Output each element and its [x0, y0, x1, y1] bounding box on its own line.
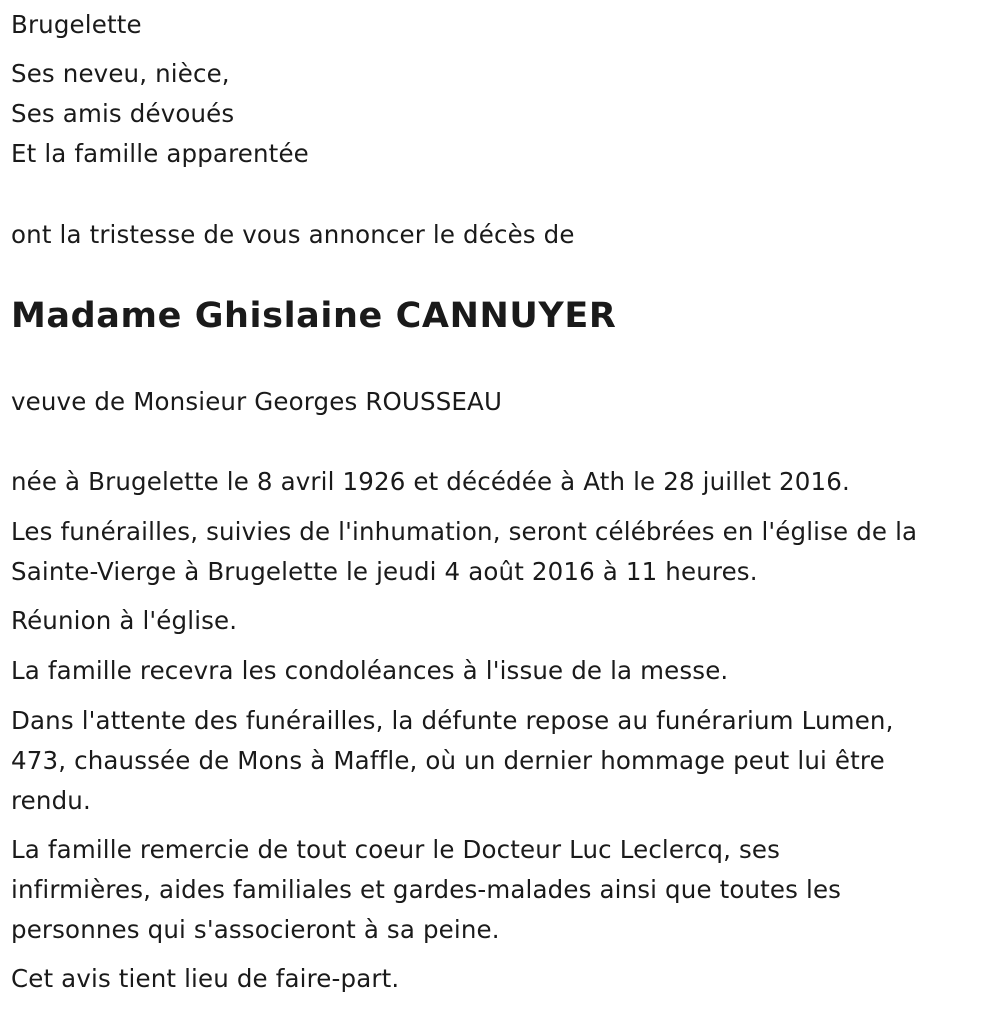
- location-line: Brugelette: [11, 10, 142, 39]
- birth-death-line: née à Brugelette le 8 avril 1926 et décédée à Ath le 28 juillet 2016.: [11, 467, 850, 496]
- repose-line-1: Dans l'attente des funérailles, la défunte repose au funérarium Lumen,: [11, 706, 894, 735]
- funeral-line-1: Les funérailles, suivies de l'inhumation, seront célébrées en l'église de la: [11, 517, 918, 546]
- thanks-line-3: personnes qui s'associeront à sa peine.: [11, 915, 500, 944]
- family-line-nephew-niece: Ses neveu, nièce,: [11, 59, 230, 88]
- repose-line-2: 473, chaussée de Mons à Maffle, où un dernier hommage peut lui être: [11, 746, 885, 775]
- announcement-line: ont la tristesse de vous annoncer le décès de: [11, 220, 575, 249]
- condolences-line: La famille recevra les condoléances à l'issue de la messe.: [11, 656, 729, 685]
- thanks-line-1: La famille remercie de tout coeur le Docteur Luc Leclercq, ses: [11, 835, 781, 864]
- repose-line-3: rendu.: [11, 786, 91, 815]
- funeral-line-2: Sainte-Vierge à Brugelette le jeudi 4 août 2016 à 11 heures.: [11, 557, 758, 586]
- widow-of-line: veuve de Monsieur Georges ROUSSEAU: [11, 387, 503, 416]
- closing-line: Cet avis tient lieu de faire-part.: [11, 964, 400, 993]
- family-line-friends: Ses amis dévoués: [11, 99, 235, 128]
- deceased-name: Madame Ghislaine CANNUYER: [11, 296, 617, 336]
- thanks-line-2: infirmières, aides familiales et gardes-malades ainsi que toutes les: [11, 875, 842, 904]
- meeting-line: Réunion à l'église.: [11, 606, 238, 635]
- family-line-relatives: Et la famille apparentée: [11, 139, 309, 168]
